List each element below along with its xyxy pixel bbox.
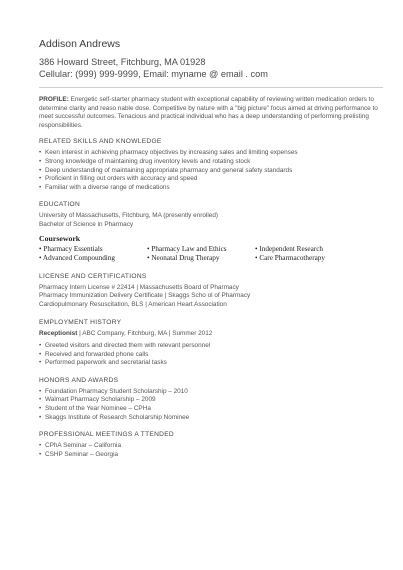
contact-line: Cellular: (999) 999-9999, Email: myname @ email . com [39, 69, 268, 79]
coursework-item: • Pharmacy Law and Ethics [147, 245, 255, 255]
skill-item: • Strong knowledge of maintaining drug inventory levels and rotating stock [39, 158, 383, 167]
education-heading: EDUCATION [39, 201, 81, 209]
skill-item: • Familiar with a diverse range of medications [39, 184, 383, 193]
meeting-item: • CPhA Seminar – California [39, 442, 383, 451]
coursework-item: • Independent Research [255, 245, 365, 255]
licenses-heading: LICENSE AND CERTIFICATIONS [39, 272, 147, 280]
license-line: Pharmacy Immunization Delivery Certificate | Skaggs Scho ol of Pharmacy [39, 292, 251, 300]
employment-heading: EMPLOYMENT HISTORY [39, 318, 122, 326]
coursework-heading: Coursework [39, 233, 81, 243]
coursework-item: • Pharmacy Essentials [39, 245, 147, 255]
coursework-item: • Care Pharmacotherapy [255, 254, 365, 264]
employment-details: | ABC Company, Fitchburg, MA | Summer 2012 [77, 329, 213, 337]
education-degree: Bachelor of Science in Pharmacy [39, 220, 134, 228]
skills-heading: RELATED SKILLS AND KNOWLEDGE [39, 138, 162, 146]
honor-item: • Foundation Pharmacy Student Scholarship – 2010 [39, 388, 383, 397]
employment-role: Receptionist [39, 329, 78, 337]
coursework-item: • Neonatal Drug Therapy [147, 254, 255, 264]
coursework-item: • Advanced Compounding [39, 254, 147, 264]
employment-duty: • Greeted visitors and directed them with relevant personnel [39, 342, 383, 351]
profile-text: Energetic self-starter pharmacy student with exceptional capability of reviewing written medication orders to determine clarity and reaso nable dose. Competitive by nature with a "big picture" focus aimed at driving performance to meet successful outcomes. Tenacious and practical individual who has a deep understanding of performing prelisting responsibilities. [39, 96, 378, 129]
employment-duty: • Received and forwarded phone calls [39, 351, 383, 360]
license-line: Pharmacy Intern License # 22414 | Massachusetts Board of Pharmacy [39, 283, 239, 291]
profile-paragraph [39, 96, 383, 130]
profile-label: PROFILE: [39, 96, 69, 103]
honors-list [39, 388, 383, 422]
employment-duties-list [39, 342, 383, 368]
skill-item: • Deep understanding of maintaining appropriate pharmacy and general safety standards [39, 167, 383, 176]
address-line: 386 Howard Street, Fitchburg, MA 01928 [39, 57, 206, 67]
skills-list [39, 149, 383, 192]
honors-heading: HONORS AND AWARDS [39, 376, 119, 384]
meetings-heading: PROFESSIONAL MEETINGS A TTENDED [39, 431, 174, 439]
header-divider [39, 87, 383, 88]
employment-duty: • Performed paperwork and secretarial tasks [39, 359, 383, 368]
meeting-item: • CSHP Seminar – Georgia [39, 451, 383, 460]
skill-item: • Proficient in filling out orders with accuracy and speed [39, 175, 383, 184]
honor-item: • Walmart Pharmacy Scholarship – 2009 [39, 396, 383, 405]
honor-item: • Student of the Year Nominee – CPHa [39, 405, 383, 414]
coursework-grid [39, 245, 383, 264]
education-school: University of Massachusetts, Fitchburg, MA (presently enrolled) [39, 212, 219, 220]
meetings-list [39, 442, 383, 459]
skill-item: • Keen interest in achieving pharmacy objectives by increasing sales and limiting expenses [39, 149, 383, 158]
honor-item: • Skaggs Institute of Research Scholarship Nominee [39, 414, 383, 423]
license-line: Cardiopulmonary Resuscitation, BLS | American Heart Association [39, 300, 227, 308]
candidate-name: Addison Andrews [39, 38, 121, 50]
employment-position [39, 330, 383, 339]
